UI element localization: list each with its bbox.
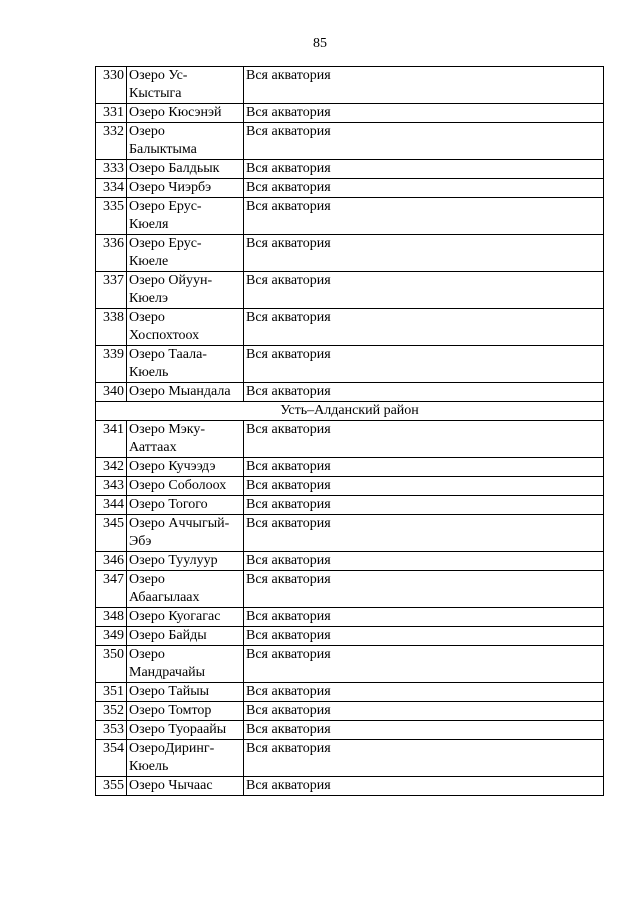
table-row [96, 646, 604, 683]
lake-area: Вся акватория [244, 309, 604, 346]
lake-name: Озеро Туораайы [127, 721, 244, 740]
lake-area: Вся акватория [244, 702, 604, 721]
table-row [96, 552, 604, 571]
table-row [96, 608, 604, 627]
row-number: 344 [96, 496, 127, 515]
row-number: 336 [96, 235, 127, 272]
table-row [96, 702, 604, 721]
lake-area: Вся акватория [244, 198, 604, 235]
row-number: 348 [96, 608, 127, 627]
lake-area: Вся акватория [244, 179, 604, 198]
lakes-table [95, 66, 604, 796]
table-row [96, 627, 604, 646]
lake-name: Озеро Туулуур [127, 552, 244, 571]
lake-area: Вся акватория [244, 683, 604, 702]
section-title: Усть–Алданский район [96, 402, 604, 421]
table-row [96, 383, 604, 402]
table-row [96, 740, 604, 777]
row-number: 342 [96, 458, 127, 477]
lake-area: Вся акватория [244, 627, 604, 646]
lake-name: Озеро Тайыы [127, 683, 244, 702]
table-row [96, 67, 604, 104]
section-row [96, 402, 604, 421]
lake-area: Вся акватория [244, 160, 604, 179]
lake-name: Озеро Ус- Кыстыга [127, 67, 244, 104]
row-number: 347 [96, 571, 127, 608]
table-row [96, 721, 604, 740]
table-row [96, 272, 604, 309]
page-number: 85 [313, 36, 327, 51]
lake-area: Вся акватория [244, 646, 604, 683]
row-number: 353 [96, 721, 127, 740]
table-row [96, 571, 604, 608]
lake-name: Озеро Байды [127, 627, 244, 646]
row-number: 340 [96, 383, 127, 402]
lake-area: Вся акватория [244, 235, 604, 272]
table-row [96, 123, 604, 160]
row-number: 352 [96, 702, 127, 721]
lake-area: Вся акватория [244, 104, 604, 123]
lake-name: Озеро Ойуун- Кюелэ [127, 272, 244, 309]
row-number: 351 [96, 683, 127, 702]
table-row [96, 458, 604, 477]
lake-name: Озеро Кюсэнэй [127, 104, 244, 123]
lake-area: Вся акватория [244, 346, 604, 383]
table-row [96, 683, 604, 702]
lake-name: Озеро Ерус- Кюеле [127, 235, 244, 272]
lake-area: Вся акватория [244, 496, 604, 515]
lake-name: Озеро Чычаас [127, 777, 244, 796]
row-number: 346 [96, 552, 127, 571]
lake-name: Озеро Кучээдэ [127, 458, 244, 477]
lake-area: Вся акватория [244, 67, 604, 104]
row-number: 341 [96, 421, 127, 458]
lake-name: ОзероДиринг- Кюель [127, 740, 244, 777]
row-number: 343 [96, 477, 127, 496]
table-row [96, 104, 604, 123]
lake-area: Вся акватория [244, 477, 604, 496]
table-row [96, 309, 604, 346]
lake-area: Вся акватория [244, 552, 604, 571]
table-row [96, 515, 604, 552]
row-number: 350 [96, 646, 127, 683]
table-row [96, 421, 604, 458]
lake-name: Озеро Куогагас [127, 608, 244, 627]
lake-area: Вся акватория [244, 383, 604, 402]
lake-name: Озеро Тогого [127, 496, 244, 515]
section-header-body [96, 402, 604, 421]
table-row [96, 777, 604, 796]
lake-area: Вся акватория [244, 458, 604, 477]
lake-area: Вся акватория [244, 123, 604, 160]
lake-name: Озеро Балыктыма [127, 123, 244, 160]
table-row [96, 477, 604, 496]
table-body-after [96, 421, 604, 796]
row-number: 335 [96, 198, 127, 235]
row-number: 354 [96, 740, 127, 777]
row-number: 339 [96, 346, 127, 383]
row-number: 331 [96, 104, 127, 123]
lake-name: Озеро Абаагылаах [127, 571, 244, 608]
table-body-before [96, 67, 604, 402]
row-number: 330 [96, 67, 127, 104]
table-row [96, 346, 604, 383]
lake-area: Вся акватория [244, 608, 604, 627]
row-number: 349 [96, 627, 127, 646]
lake-name: Озеро Таала- Кюель [127, 346, 244, 383]
lake-name: Озеро Мандрачайы [127, 646, 244, 683]
lake-area: Вся акватория [244, 777, 604, 796]
table-row [96, 160, 604, 179]
lake-name: Озеро Хоспохтоох [127, 309, 244, 346]
table-row [96, 198, 604, 235]
lake-name: Озеро Аччыгый- Эбэ [127, 515, 244, 552]
lake-name: Озеро Мэку- Ааттаах [127, 421, 244, 458]
lake-name: Озеро Соболоох [127, 477, 244, 496]
lake-area: Вся акватория [244, 421, 604, 458]
lake-area: Вся акватория [244, 571, 604, 608]
row-number: 345 [96, 515, 127, 552]
lake-name: Озеро Балдьык [127, 160, 244, 179]
lake-area: Вся акватория [244, 272, 604, 309]
lake-name: Озеро Ерус- Кюеля [127, 198, 244, 235]
lake-area: Вся акватория [244, 721, 604, 740]
table-row [96, 179, 604, 198]
lake-area: Вся акватория [244, 515, 604, 552]
row-number: 333 [96, 160, 127, 179]
lake-name: Озеро Чиэрбэ [127, 179, 244, 198]
row-number: 332 [96, 123, 127, 160]
lake-area: Вся акватория [244, 740, 604, 777]
lake-name: Озеро Мыандала [127, 383, 244, 402]
lake-name: Озеро Томтор [127, 702, 244, 721]
row-number: 334 [96, 179, 127, 198]
table-row [96, 496, 604, 515]
row-number: 338 [96, 309, 127, 346]
row-number: 355 [96, 777, 127, 796]
row-number: 337 [96, 272, 127, 309]
table-row [96, 235, 604, 272]
